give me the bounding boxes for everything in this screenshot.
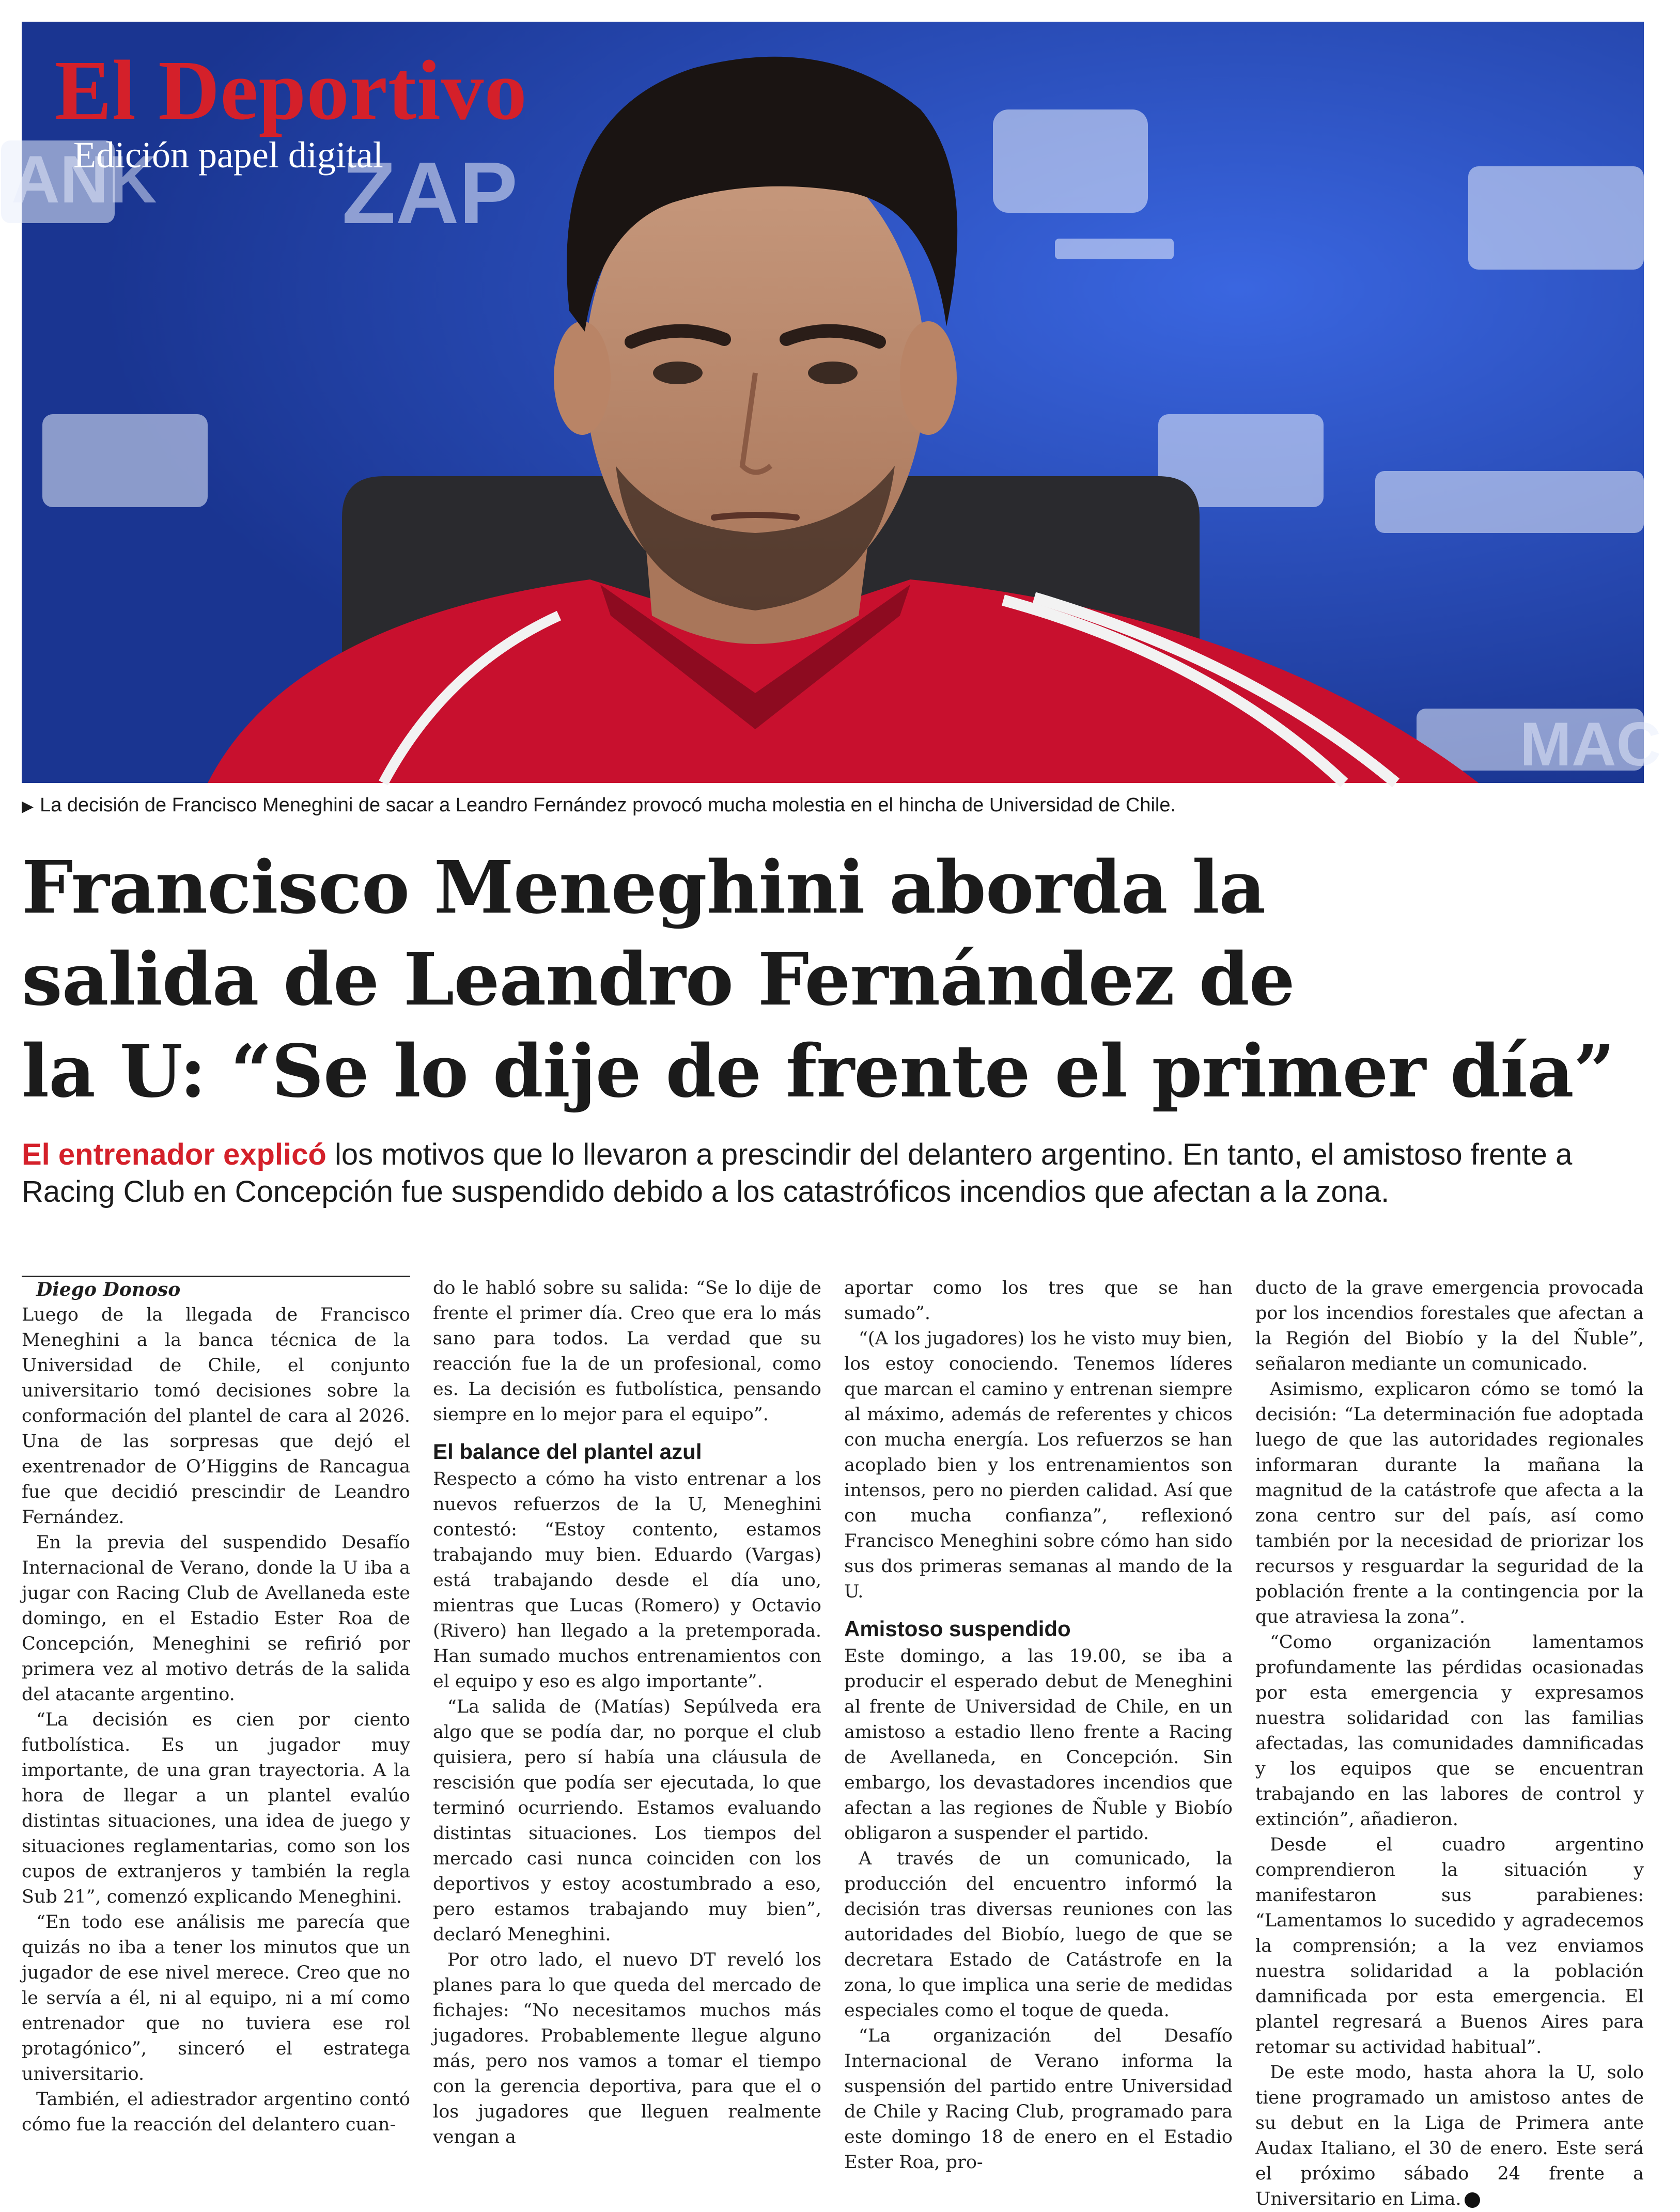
paragraph: “(A los jugadores) los he visto muy bien, los estoy conociendo. Tenemos líderes que marcan el camino y entrenan siempre al máximo, además de referentes y chicos con mucha energía. Los refuerzos se han acoplado bien y los entrenamientos son intensos, pero no pierden calidad. Así que con mucha confianza”, reflexionó Francisco Meneghini sobre cómo han sido sus dos primeras semanas al mando de la U. [844, 1328, 1233, 1602]
paragraph: Respecto a cómo ha visto entrenar a los nuevos refuerzos de la U, Meneghini contestó: “Estoy contento, estamos trabajando muy bien. Eduardo (Vargas) está trabajando desde el día uno, mientras que Lucas (Romero) y Octavio (Rivero) han llegado a la pretemporada. Han sumado muchos entrenamientos con el equipo y eso es algo importante”. [433, 1469, 821, 1692]
paragraph: A través de un comunicado, la producción del encuentro informó la decisión tras diversas reuniones con las autoridades del Biobío, luego de que se decretara Estado de Catástrofe en la zona, lo que implica una serie de medidas especiales como el toque de queda. [844, 1848, 1233, 2021]
paragraph: “La decisión es cien por ciento futbolística. Es un jugador muy importante, de una gran trayectoria. A la hora de llegar a un plantel evalúo distintas situaciones, una idea de juego y situaciones reglamentarias, como son los cupos de extranjeros y también la regla Sub 21”, comenzó explicando Meneghini. [22, 1709, 410, 1907]
subhead-amistoso: Amistoso suspendido [844, 1617, 1071, 1641]
lede-lead: El entrenador explicó [22, 1138, 326, 1171]
paragraph: “La salida de (Matías) Sepúlveda era algo que se podía dar, no porque el club quisiera, pero sí había una cláusula de rescisión que podía ser ejecutada, lo que terminó ocurriendo. Estamos evaluando distintas situaciones. Los tiempos del mercado casi nunca coinciden con los deportivos y estoy acostumbrado a eso, pero estamos trabajando muy bien”, declaró Meneghini. [433, 1697, 821, 1945]
paragraph: do le habló sobre su salida: “Se lo dije de frente el primer día. Creo que era lo más sano para todos. La verdad que su reacción fue la de un profesional, como es. La decisión es futbolística, pensando siempre en lo mejor para el equipo”. [433, 1278, 821, 1425]
paragraph: Asimismo, explicaron cómo se tomó la decisión: “La determinación fue adoptada luego de que las autoridades regionales informaran durante la mañana la magnitud de la catástrofe que afecta a la zona centro sur del país, así como también por la necesidad de priorizar los recursos y resguardar la seguridad de la población frente a la contingencia por la que atraviesa la zona”. [1255, 1379, 1644, 1627]
backdrop-mac-text: MAC [1520, 710, 1661, 779]
backdrop-zap-text: ZAP [342, 144, 518, 242]
article-column-2 [433, 1276, 821, 2150]
article-column-4 [1255, 1276, 1644, 2212]
paragraph: “Como organización lamentamos profundamente las pérdidas ocasionadas por esta emergencia y expresamos nuestra solidaridad con las familias afectadas, las comunidades damnificadas y los equipos que se encuentran trabajando en las labores de control y extinción”, añadieron. [1255, 1632, 1644, 1830]
paragraph: “En todo ese análisis me parecía que quizás no iba a tener los minutos que un jugador de ese nivel merece. Creo que no le servía a él, ni al equipo, ni a mí como entrenador que no tuviera ese rol protagónico”, sinceró el estratega universitario. [22, 1912, 410, 2084]
caption-arrow-icon: ▶ [22, 798, 34, 815]
caption-text: La decisión de Francisco Meneghini de sacar a Leandro Fernández provocó mucha molestia en el hincha de Universidad de Chile. [40, 794, 1176, 816]
paragraph-final [1255, 2060, 1644, 2212]
lede-rest: los motivos que lo llevaron a prescindir del delantero argentino. En tanto, el amistoso frente a Racing Club en Concepción fue suspendido debido a los catastróficos incendios que afectan a la zona. [22, 1138, 1573, 1209]
photo-caption [22, 794, 1644, 817]
paragraph: Desde el cuadro argentino comprendieron la situación y manifestaron sus parabienes: “Lamentamos lo sucedido y agradecemos la comprensión; a la vez enviamos nuestra solidaridad a la población damnificada por esta emergencia. El plantel regresará a Buenos Aires para retomar su actividad habitual”. [1255, 1834, 1644, 2058]
hero-photo [11, 22, 1661, 783]
paragraph: ducto de la grave emergencia provocada por los incendios forestales que afectan a la Región del Biobío y la del Ñuble”, señalaron mediante un comunicado. [1255, 1278, 1644, 1374]
masthead-title: El Deportivo [55, 43, 527, 137]
article-column-1 [22, 1276, 410, 2138]
paragraph: “La organización del Desafío Internacional de Verano informa la suspensión del partido entre Universidad de Chile y Racing Club, programado para este domingo 18 de enero en el Estadio Ester Roa, pro- [844, 2026, 1233, 2173]
paragraph: También, el adiestrador argentino contó cómo fue la reacción del delantero cuan- [22, 2089, 410, 2135]
paragraph: Luego de la llegada de Francisco Meneghini a la banca técnica de la Universidad de Chile, el conjunto universitario tomó decisiones sobre la conformación del plantel de cara al 2026. Una de las sorpresas que dejó el exentrenador de O’Higgins de Rancagua fue que decidió prescindir de Leandro Fernández. [22, 1305, 410, 1528]
headline-line-3: la U: “Se lo dije de frente el primer día” [22, 1029, 1615, 1114]
paragraph: Este domingo, a las 19.00, se iba a producir el esperado debut de Meneghini al frente de Universidad de Chile, en un amistoso a estadio lleno frente a Racing de Avellaneda, en Concepción. Sin embargo, los devastadores incendios que afectan a las regiones de Ñuble y Biobío obligaron a suspender el partido. [844, 1646, 1233, 1844]
paragraph: aportar como los tres que se han sumado”. [844, 1278, 1233, 1324]
lede [22, 1136, 1644, 1211]
final-text: De este modo, hasta ahora la U, solo tiene programado un amistoso antes de su debut en la Liga de Primera ante Audax Italiano, el 30 de enero. Este será el próximo sábado 24 frente a Universitario en Lima. [1255, 2062, 1644, 2209]
backdrop-ank-text: ANK [11, 142, 157, 217]
headline [22, 842, 1634, 1118]
byline: Diego Donoso [36, 1279, 181, 1300]
article-column-3 [844, 1276, 1233, 2175]
end-mark-icon [1465, 2192, 1480, 2208]
paragraph: Por otro lado, el nuevo DT reveló los planes para lo que queda del mercado de fichajes: “No necesitamos muchos más jugadores. Probablemente llegue alguno más, pero nos vamos a tomar el tiempo con la gerencia deportiva, para que el o los jugadores que lleguen realmente vengan a [433, 1950, 821, 2147]
paragraph: En la previa del suspendido Desafío Internacional de Verano, donde la U iba a jugar con Racing Club de Avellaneda este domingo, en el Estadio Ester Roa de Concepción, Meneghini se refirió por primera vez al motivo detrás de la salida del atacante argentino. [22, 1532, 410, 1705]
subhead-balance: El balance del plantel azul [433, 1439, 702, 1464]
headline-line-2: salida de Leandro Fernández de [22, 937, 1295, 1022]
masthead-subtitle: Edición papel digital [73, 134, 383, 176]
headline-line-1: Francisco Meneghini aborda la [22, 845, 1266, 930]
